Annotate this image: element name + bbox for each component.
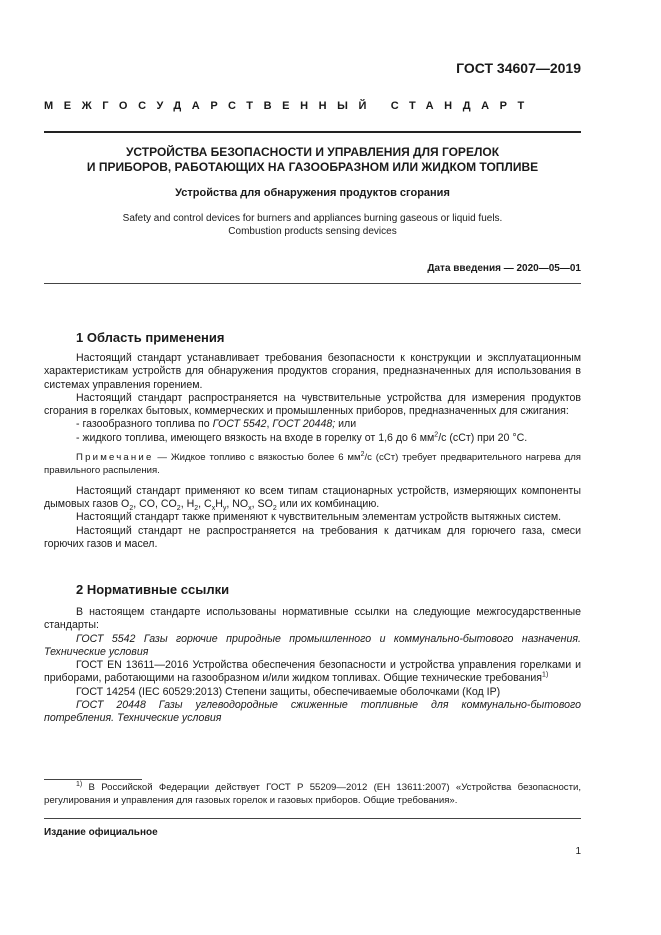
edition-label: Издание официальное	[44, 827, 158, 838]
reference-item: ГОСТ 5542 Газы горючие природные промышленного и коммунально-бытового назначения. Технические условия	[44, 632, 581, 658]
introduction-date: Дата введения — 2020—05—01	[427, 263, 581, 274]
section-2-heading: 2 Нормативные ссылки	[76, 582, 230, 597]
header-rule	[44, 131, 581, 133]
note-label: Примечание	[76, 452, 154, 464]
footnote-marker: 1)	[76, 780, 83, 788]
reference-item: ГОСТ EN 13611—2016 Устройства обеспечения безопасности и устройства управления горелками и приборами, работающими на газообразном и/или жидком топливах. Общие технические требования$^{1)}$	[44, 659, 581, 685]
footer-rule	[44, 818, 581, 819]
english-title-line-1: Safety and control devices for burners and appliances burning gaseous or liquid fuels.	[122, 213, 503, 224]
list-item: - газообразного топлива по ГОСТ 5542, ГОСТ 20448; или	[76, 418, 357, 431]
standard-banner: МЕЖГОСУДАРСТВЕННЫЙ СТАНДАРТ	[44, 100, 535, 112]
paragraph: В настоящем стандарте использованы нормативные ссылки на следующие межгосударственные стандарты:	[44, 606, 581, 632]
document-title	[44, 145, 581, 175]
paragraph: Настоящий стандарт устанавливает требования безопасности к конструкции и эксплуатационным характеристикам устройств для обнаружения продуктов сгорания, предназначенных для использования в системах управления горением.	[44, 352, 581, 391]
english-title	[44, 212, 581, 238]
title-line-1: УСТРОЙСТВА БЕЗОПАСНОСТИ И УПРАВЛЕНИЯ ДЛЯ ГОРЕЛОК	[125, 145, 500, 159]
list-item: - жидкого топлива, имеющего вязкость на входе в горелку от 1,6 до 6 $мм^2/с$ (сСт) при 20 °C.	[76, 431, 528, 444]
reference-link: ГОСТ 5542	[212, 418, 267, 431]
footnote-marker[interactable]: 1)	[542, 671, 549, 679]
section-2-body	[44, 606, 581, 726]
date-rule	[44, 283, 581, 284]
page-number: 1	[575, 846, 581, 857]
footnote-rule	[44, 779, 142, 780]
paragraph: Настоящий стандарт распространяется на чувствительные устройства для измерения продуктов сгорания в горелках бытовых, коммерческих и промышленных приборов, предназначенных для сжигания:	[44, 391, 581, 418]
english-title-line-2: Combustion products sensing devices	[228, 226, 397, 237]
reference-item: ГОСТ 20448 Газы углеводородные сжиженные топливные для коммунально-бытового потребления. Технические условия	[44, 699, 581, 725]
section-1-heading: 1 Область применения	[76, 330, 225, 345]
reference-link: ГОСТ 20448;	[272, 418, 336, 431]
title-line-2: И ПРИБОРОВ, РАБОТАЮЩИХ НА ГАЗООБРАЗНОМ ИЛИ ЖИДКОМ ТОПЛИВЕ	[86, 160, 539, 174]
reference-item: ГОСТ 14254 (IEC 60529:2013) Степени защиты, обеспечиваемые оболочками (Код IP)	[76, 685, 501, 698]
note: Примечание — Жидкое топливо с вязкостью более 6 $мм^2/с$ (сСт) требует предварительного нагрева для правильного распыления.	[44, 450, 581, 477]
paragraph: Настоящий стандарт не распространяется на требования к датчикам для горючего газа, смеси горючих газов и масел.	[44, 524, 581, 550]
section-1-body	[44, 352, 581, 551]
document-subtitle: Устройства для обнаружения продуктов сгорания	[175, 187, 450, 199]
paragraph: Настоящий стандарт также применяют к чувствительным элементам устройств вытяжных систем.	[76, 511, 562, 524]
standard-code: ГОСТ 34607—2019	[456, 60, 581, 76]
paragraph: Настоящий стандарт применяют ко всем типам стационарных устройств, измеряющих компоненты дымовых газов $O_2$, CO, $CO_2$, $H_2$, $C_xH_y$, $NO_x$, $SO_2$ или их комбинацию.	[44, 484, 581, 513]
footnote: $^{1)}$ В Российской Федерации действует ГОСТ Р 55209—2012 (ЕН 13611:2007) «Устройства безопасности, регулирования и управления для газовых горелок и газовых приборов. Общие требования».	[44, 780, 581, 806]
